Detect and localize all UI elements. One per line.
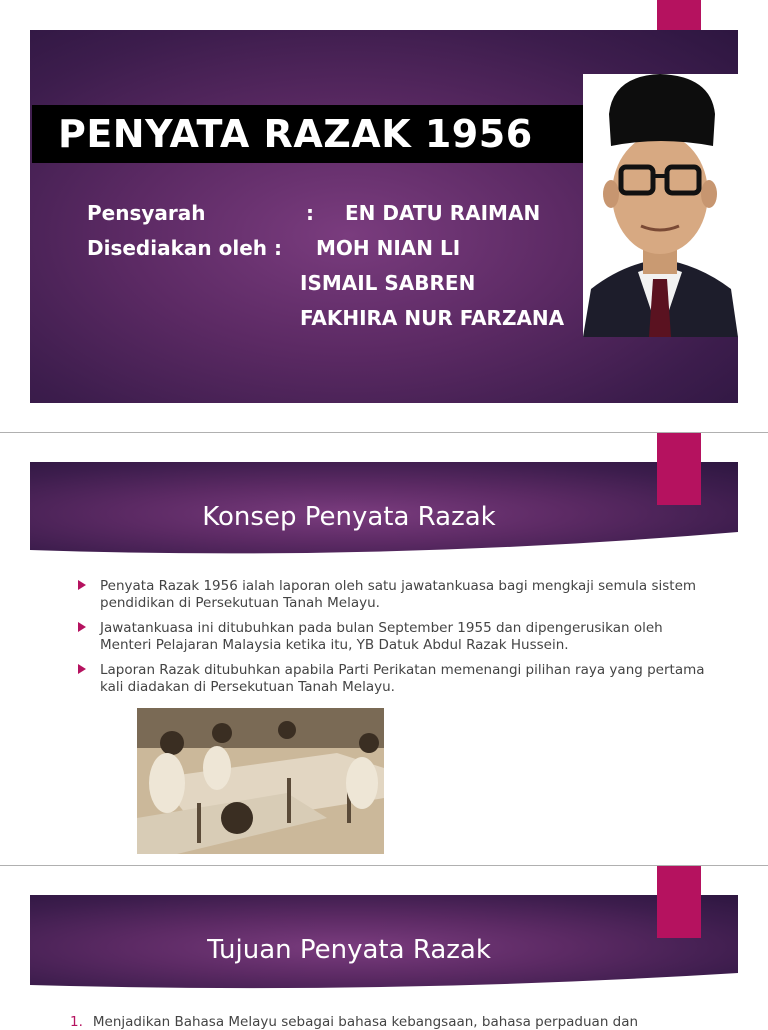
bullet-arrow-icon bbox=[78, 664, 86, 674]
slide-title: Konsep Penyata Razak bbox=[202, 502, 496, 532]
list-item-text: Menjadikan Bahasa Melayu sebagai bahasa kebangsaan, bahasa perpaduan dan bbox=[92, 1014, 639, 1030]
slide-divider bbox=[0, 432, 768, 433]
bullet-list bbox=[78, 578, 708, 704]
lecturer-label: Pensyarah bbox=[87, 201, 206, 225]
accent-tab bbox=[657, 462, 701, 505]
author-name: MOH NIAN LI bbox=[316, 236, 461, 260]
portrait-photo bbox=[583, 74, 738, 337]
slide-title: PENYATA RAZAK 1956 bbox=[58, 112, 533, 156]
accent-tab bbox=[657, 866, 701, 938]
classroom-photo bbox=[137, 708, 384, 854]
slide-divider bbox=[0, 865, 768, 866]
list-item: Laporan Razak ditubuhkan apabila Parti Perikatan memenangi pilihan raya yang pertama kali diadakan di Persekutuan Tanah Melayu. bbox=[78, 662, 708, 696]
list-item: Penyata Razak 1956 ialah laporan oleh satu jawatankuasa bagi mengkaji semula sistem pendidikan di Persekutuan Tanah Melayu. bbox=[78, 578, 708, 612]
list-number: 1. bbox=[70, 1014, 83, 1030]
slide-header bbox=[30, 895, 738, 990]
prepared-by-label: Disediakan oleh : bbox=[87, 236, 282, 260]
title-slide bbox=[30, 30, 738, 403]
bullet-arrow-icon bbox=[78, 622, 86, 632]
lecturer-name: EN DATU RAIMAN bbox=[345, 201, 541, 225]
author-name: FAKHIRA NUR FARZANA bbox=[300, 306, 565, 330]
lecturer-separator: : bbox=[306, 201, 314, 225]
slide-header bbox=[30, 462, 738, 556]
author-name: ISMAIL SABREN bbox=[300, 271, 476, 295]
slide-title: Tujuan Penyata Razak bbox=[207, 935, 491, 965]
list-item: Jawatankuasa ini ditubuhkan pada bulan September 1955 dan dipengerusikan oleh Menteri Pelajaran Malaysia ketika itu, YB Datuk Abdul Razak Hussein. bbox=[78, 620, 708, 654]
bullet-arrow-icon bbox=[78, 580, 86, 590]
numbered-list-item bbox=[70, 1014, 638, 1030]
